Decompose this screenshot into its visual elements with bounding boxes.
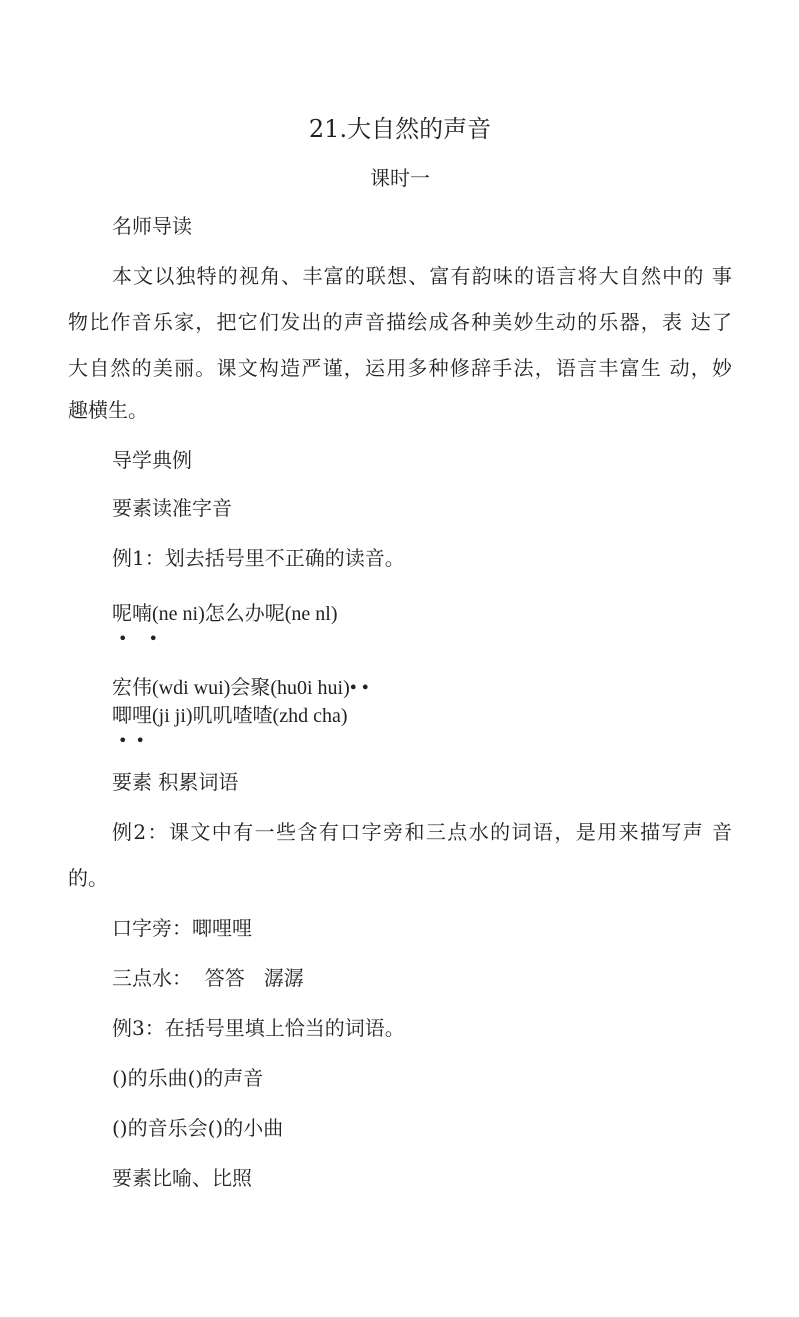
section-heading-examples: 导学典例 (112, 448, 192, 472)
element-heading-vocabulary: 要素 积累词语 (112, 770, 239, 794)
fill-blank-line-2: ()的音乐会()的小曲 (112, 1116, 284, 1140)
example-2-prompt-line-2: 的。 (68, 866, 108, 890)
section-heading-guide: 名师导读 (112, 214, 192, 238)
example-2-prompt-line-1: 例2：课文中有一些含有口字旁和三点水的词语，是用来描写声 音 (112, 820, 732, 844)
mouth-radical-words: 口字旁：唧哩哩 (112, 916, 252, 940)
intro-paragraph-line-2: 物比作音乐家，把它们发出的声音描绘成各种美妙生动的乐器，表 达了 (68, 310, 732, 334)
water-radical-words: 三点水： 答答 潺潺 (112, 966, 304, 990)
pinyin-item-3: 唧哩(ji ji)叽叽喳喳(zhd cha) (112, 705, 348, 727)
element-heading-pronunciation: 要素读准字音 (112, 496, 232, 520)
intro-paragraph-line-3: 大自然的美丽。课文构造严谨，运用多种修辞手法，语言丰富生 动，妙 (68, 356, 732, 380)
intro-paragraph-line-1: 本文以独特的视角、丰富的联想、富有韵味的语言将大自然中的 事 (112, 264, 732, 288)
element-heading-metaphor: 要素比喻、比照 (112, 1166, 252, 1190)
intro-paragraph-line-4: 趣横生。 (68, 398, 148, 422)
emphasis-dots-3: •• (118, 731, 153, 750)
pinyin-item-1: 呢喃(ne ni)怎么办呢(ne nl) (112, 603, 338, 625)
document-title: 21.大自然的声音 (308, 115, 492, 143)
emphasis-dots-1: • • (118, 629, 166, 648)
example-1-prompt: 例1：划去括号里不正确的读音。 (112, 546, 405, 570)
pinyin-item-2: 宏伟(wdi wui)会聚(hu0i hui)• • (112, 677, 369, 699)
fill-blank-line-1: ()的乐曲()的声音 (112, 1066, 264, 1090)
example-3-prompt: 例3：在括号里填上恰当的词语。 (112, 1016, 405, 1040)
lesson-subtitle: 课时一 (370, 166, 430, 190)
